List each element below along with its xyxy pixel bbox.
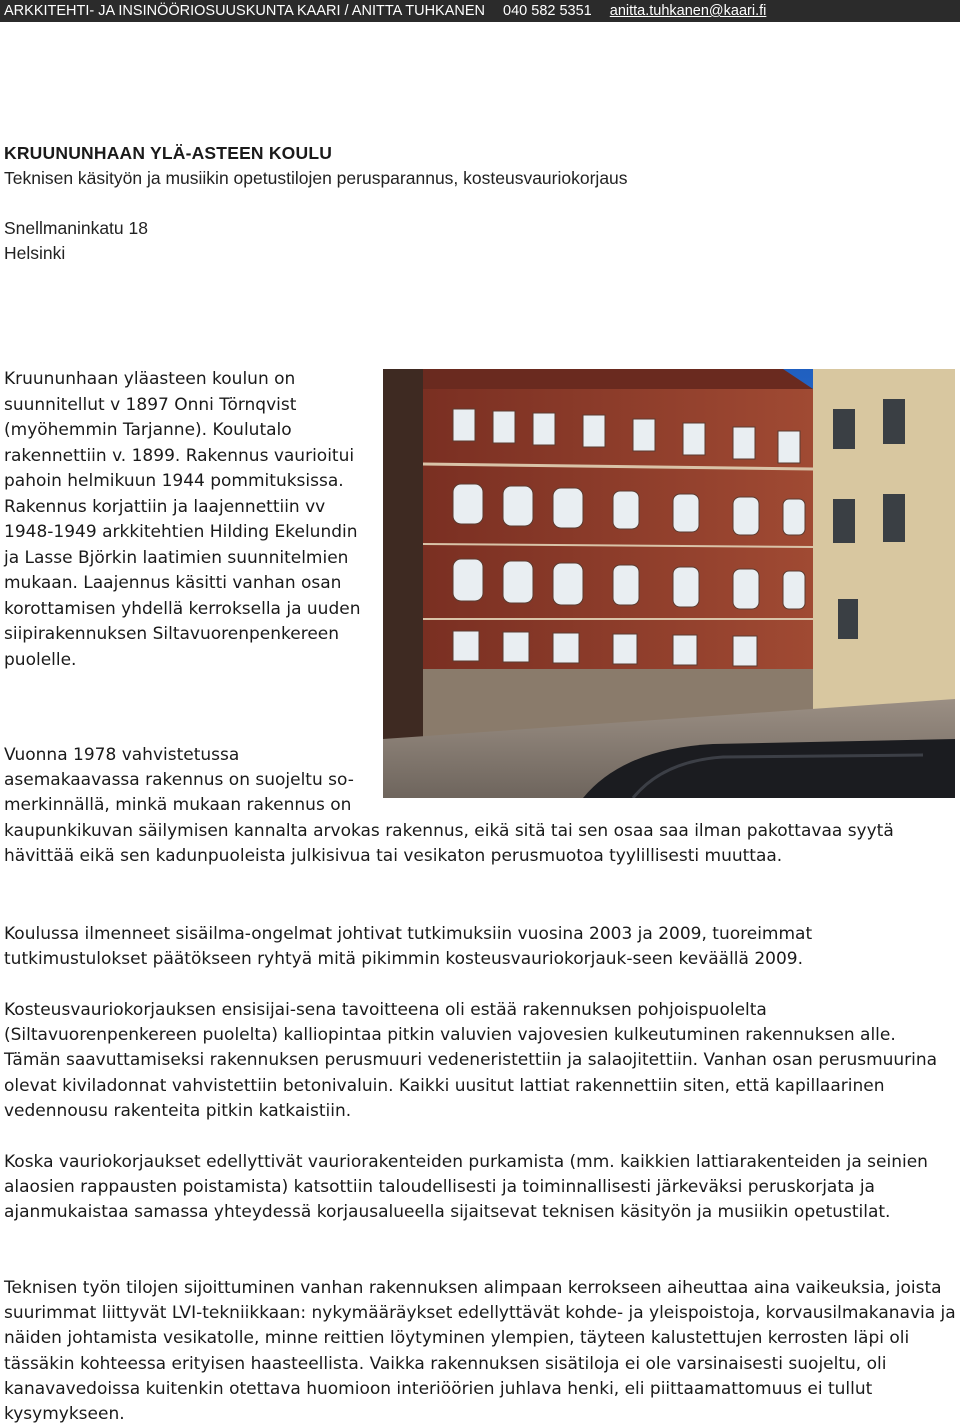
address-block: [4, 216, 148, 266]
phone-number: 040 582 5351: [503, 3, 592, 19]
paragraph-protection-text: Vuonna 1978 vahvistetussa asemakaavassa rakennus on suojeltu so-merkinnällä, minkä mukaan rakennus on kaupunkikuvan säilymisen kannalta arvokas rakennus, eikä sitä tai sen osaa saa ilman pakottavaa syytä hävittää eikä sen kadunpuoleista julkisivua tai vesikaton perusmuotoa tyylillisesti muuttaa.: [4, 745, 894, 866]
building-photo: [383, 369, 955, 798]
street-address: Snellmaninkatu 18: [4, 218, 148, 238]
city: Helsinki: [4, 243, 66, 263]
company-name: ARKKITEHTI- JA INSINÖÖRIOSUUSKUNTA KAARI / ANITTA TUHKANEN: [4, 3, 485, 19]
intro-paragraph: Kruununhaan yläasteen koulun on suunnitellut v 1897 Onni Törnqvist (myöhemmin Tarjanne). Koulutalo rakennettiin v. 1899. Rakennus vaurioitui pahoin helmikuun 1944 pommituksissa. Rakennus korjattiin ja laajennettiin vv 1948-1949 arkkitehtien Hilding Ekelundin ja Lasse Björkin laatimien suunnitelmien mukaan. Laajennus käsitti vanhan osan korottamisen yhdellä kerroksella ja uuden siipirakennuksen Siltavuorenpenkereen puolelle.: [4, 369, 361, 670]
paragraph-renovation: Koska vauriokorjaukset edellyttivät vauriorakenteiden purkamista (mm. kaikkien lattiarakenteiden ja seinien alaosien rappausten poistamista) katsottiin taloudellisesti ja toiminnallisesti järkeväksi peruskorjata ja ajanmukaistaa samassa yhteydessä korjausalueella sijaitsevat teknisen käsityön ja musiikin opetustilat.: [4, 1152, 928, 1223]
project-title: KRUUNUNHAAN YLÄ-ASTEEN KOULU: [4, 143, 333, 163]
email-link[interactable]: anitta.tuhkanen@kaari.fi: [609, 3, 767, 19]
paragraph-indoor-air: Koulussa ilmenneet sisäilma-ongelmat johtivat tutkimuksiin vuosina 2003 ja 2009, tuoreimmat tutkimustulokset päätökseen ryhtyä mitä pikimmin kosteusvauriokorjauk-seen keväällä 2009.: [4, 924, 813, 970]
paragraph-damage-repair: Kosteusvauriokorjauksen ensisijai-sena tavoitteena oli estää rakennuksen pohjoispuolelta (Siltavuorenpenkereen puolelta) kalliopintaa pitkin valuvien vajovesien kulkeutuminen rakennuksen alle. Tämän saavuttamiseksi rakennuksen perusmuuri vedeneristettiin ja salaojitettiin. Vanhan osan perusmuurina olevat kiviladonnat vahvistettiin betonivaluin. Kaikki uusitut lattiat rakennettiin siten, että kapillaarinen vedennousu rakenteita pitkin katkaistiin.: [4, 1000, 938, 1121]
paragraph-protection: [4, 743, 956, 869]
project-subtitle: Teknisen käsityön ja musiikin opetustilojen perusparannus, kosteusvauriokorjaus: [4, 168, 628, 188]
page-header: [0, 0, 960, 22]
paragraph-technical-work: Teknisen työn tilojen sijoittuminen vanhan rakennuksen alimpaan kerrokseen aiheuttaa aina vaikeuksia, joista suurimmat liittyvät LVI-tekniikkaan: nykymääräykset edellyttävät kohde- ja yleispoistoja, korvausilmakanavia ja näiden johtamista vesikatolle, minne reittien löytyminen ylempien, täyteen kalustettujen kerrosten läpi oli tässäkin kohteessa erityisen haasteellista. Vaikka rakennuksen sisätiloja ei ole varsinaisesti suojeltu, oli kanavavedoissa kuitenkin otettava huomioon interiöörien juhlava henki, eli piittaamattomuus ei tullut kysymykseen.: [4, 1278, 956, 1425]
